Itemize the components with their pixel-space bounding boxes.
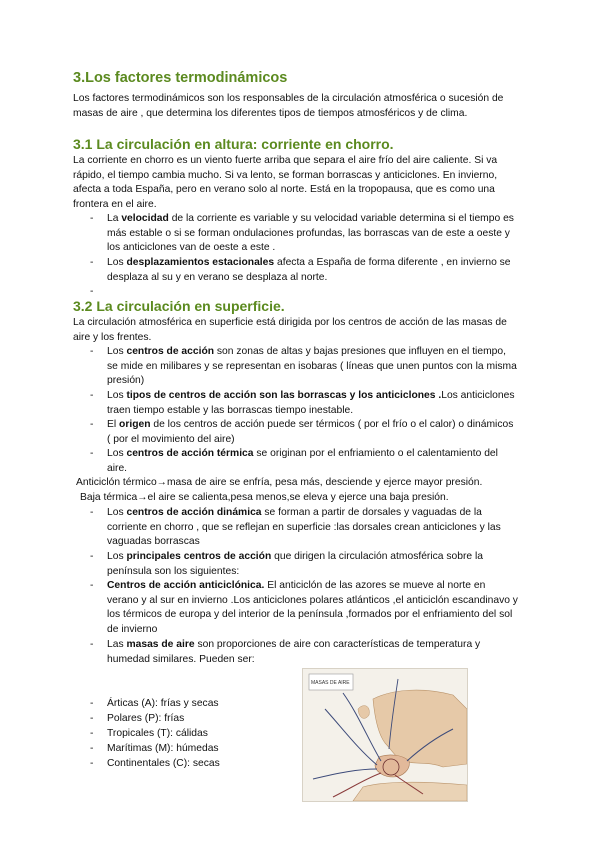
list-dash: - (90, 257, 94, 268)
thermal-low-line: Baja térmica→el aire se calienta,pesa menos,se eleva y ejerce una baja presión. (80, 492, 449, 503)
section-3-2-paragraph: La circulación atmosférica en superficie está dirigida por los centros de acción de las masas de aire y los frentes. (73, 317, 507, 343)
air-masses-map-image (302, 668, 468, 802)
document-page: 3.Los factores termodinámicos Los factores termodinámicos son los responsables de la circulación atmosférica o sucesión de masas de aire , que determina los diferentes tipos de tiempos atmosféricos y de clima. 3.1 La circulación en altura: corriente en chorro. La corriente en chorro es un viento fuerte arriba que separa el aire frío del aire caliente. Si va rápido, el tiempo cambia mucho. Si va lento, se forman borrascas y anticiclones. En invierno, afecta a toda España, pero en verano solo al norte. Está en la tropopausa, que es como una frontera en el aire. - La velocidad de la corriente es variable y su velocidad variable determina si el tiempo es más estable o si se forman ondulaciones profundas, las borrascas van de este a oeste y los anticiclones van de oeste a este . - Los desplazamientos estacionales afecta a España de forma diferente , en invierno se desplaza al su y en verano se desplaza al norte. - 3.2 La circulación en superficie. La circulación atmosférica en superficie está dirigida por los centros de acción de las masas de aire y los frentes. - Los centros de acción son zonas de altas y bajas presiones que influyen en el tiempo, se mide en milibares y se representan en isobaras ( líneas que unen puntos con la misma presión) - Los tipos de centros de acción son las borrascas y los anticiclones .Los anticiclones traen tiempo estable y las borrascas tiempo inestable. - El origen de los centros de acción puede ser térmicos ( por el frío o el calor) o dinámicos ( por el movimiento del aire) - Los centros de acción térmica se originan por el enfriamiento o el calentamiento del aire. Anticiclón térmico→masa de aire se enfría, pesa más, desciende y ejerce mayor presión. Baja térmica→el aire se calienta,pesa menos,se eleva y ejerce una baja presión. - Los centros de acción dinámica se forman a partir de dorsales y vaguadas de la corriente en chorro , que se reflejan en superficie :las dorsales crean anticiclones y las vaguadas borrascas - Los principales centros de acción que dirigen la circulación atmosférica sobre la península son los siguientes: - Centros de acción anticiclónica. El anticiclón de las azores se mueve al norte en verano y al sur en invierno .Los anticiclones polares atlánticos ,el anticiclón escandinavo y los térmicos de europa y del interior de la península ,formados por el enfriamiento del sol de invierno - Las masas de aire son proporciones de aire con características de temperatura y humedad similares. Pueden ser: - Árticas (A): frías y secas - Polares (P): frías - Tropicales (T): cálidas - Marítimas (M): húmedas - Continentales (C): secas MASAS DE AIRE (0, 0, 600, 848)
list-dash: - (90, 213, 94, 224)
thermal-anticyclone-line: Anticiclón térmico→masa de aire se enfría, pesa más, desciende y ejerce mayor presión. (76, 477, 483, 488)
section-3-1-title: 3.1 La circulación en altura: corriente en chorro. (73, 136, 394, 152)
map-caption: MASAS DE AIRE (311, 680, 350, 686)
section-3-1-paragraph: La corriente en chorro es un viento fuerte arriba que separa el aire frío del aire caliente. Si va rápido, el tiempo cambia mucho. Si va lento, se forman borrascas y anticiclones. En invierno, afecta a toda España, pero en verano solo al norte. Está en la tropopausa, que es como una frontera en el aire. (73, 155, 498, 210)
map-drawing (303, 669, 467, 801)
list-dash: - (90, 286, 94, 297)
intro-paragraph: Los factores termodinámicos son los responsables de la circulación atmosférica o sucesión de masas de aire , que determina los diferentes tipos de tiempos atmosféricos y de clima. (73, 93, 504, 119)
section-3-2-title: 3.2 La circulación en superficie. (73, 298, 285, 314)
section-title: 3.Los factores termodinámicos (73, 70, 288, 86)
